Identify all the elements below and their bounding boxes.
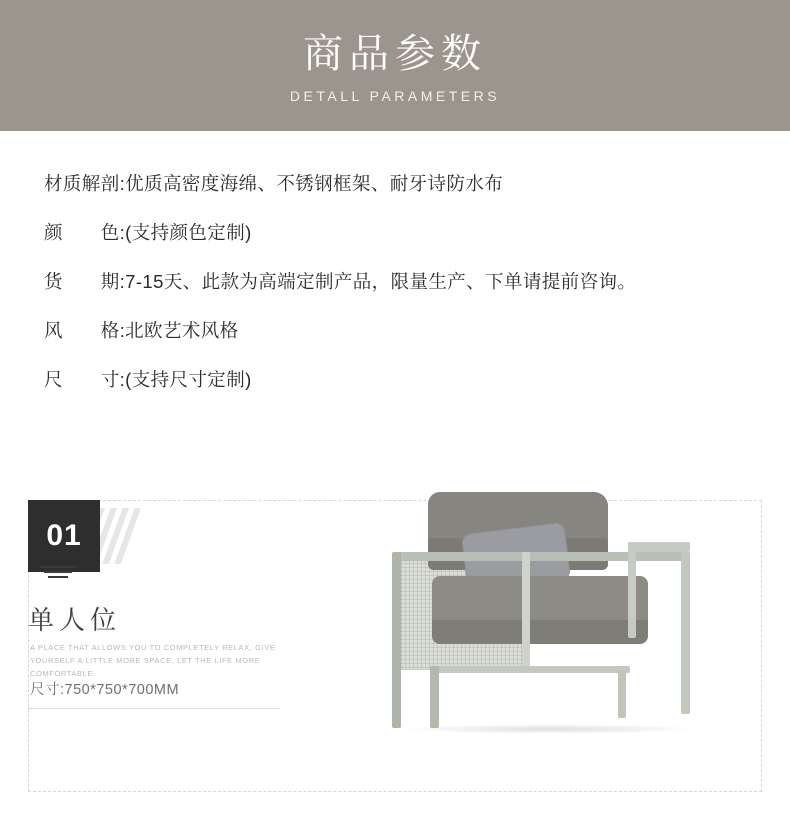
product-index-number: 01 bbox=[46, 519, 82, 552]
spec-row bbox=[44, 319, 744, 344]
product-size: 尺寸:750*750*700MM bbox=[30, 682, 180, 698]
spec-label: 尺 寸: bbox=[44, 368, 126, 390]
spec-value: (支持尺寸定制) bbox=[125, 368, 252, 390]
spec-row bbox=[44, 221, 744, 246]
wave-icon bbox=[40, 566, 76, 580]
spec-row bbox=[44, 368, 744, 393]
product-tagline: A PLACE THAT ALLOWS YOU TO COMPLETELY RELAX, GIVE YOURSELF A LITTLE MORE SPACE, LET THE LIFE MORE COMFORTABLE bbox=[30, 643, 276, 678]
sofa-ground-shadow bbox=[400, 724, 700, 734]
spec-label: 货 期: bbox=[44, 270, 126, 292]
page-title: 商品参数 bbox=[303, 31, 487, 76]
sofa-front-leg-right bbox=[618, 670, 626, 718]
product-index-badge bbox=[28, 500, 100, 572]
sofa-frame-left-post bbox=[392, 552, 401, 728]
divider bbox=[28, 708, 280, 709]
spec-value: 优质高密度海绵、不锈钢框架、耐牙诗防水布 bbox=[125, 173, 504, 194]
page-banner bbox=[0, 0, 790, 131]
spec-value: 北欧艺术风格 bbox=[125, 319, 239, 341]
spec-label: 颜 色: bbox=[44, 221, 126, 243]
spec-row bbox=[44, 172, 744, 197]
sofa-frame-mid-post bbox=[522, 552, 530, 670]
sofa-seat-front bbox=[432, 620, 648, 644]
sofa-armrest bbox=[628, 542, 690, 552]
spec-label: 材质解剖: bbox=[44, 173, 126, 194]
spec-value: 7-15天、此款为高端定制产品，限量生产、下单请提前咨询。 bbox=[125, 270, 637, 292]
spec-label: 风 格: bbox=[44, 319, 126, 341]
sofa-illustration bbox=[370, 480, 715, 730]
sofa-frame-top-rail bbox=[392, 552, 690, 561]
sofa-armrest-post bbox=[628, 542, 636, 638]
spec-row bbox=[44, 270, 744, 295]
spec-list bbox=[44, 172, 744, 417]
page-subtitle: DETALL PARAMETERS bbox=[289, 87, 501, 104]
product-title: 单人位 bbox=[28, 605, 122, 635]
spec-value: (支持颜色定制) bbox=[125, 221, 252, 243]
sofa-frame-right-post bbox=[681, 552, 690, 714]
sofa-front-leg-left bbox=[430, 666, 439, 728]
product-showcase bbox=[0, 470, 790, 828]
sofa-front-rail bbox=[430, 666, 630, 673]
